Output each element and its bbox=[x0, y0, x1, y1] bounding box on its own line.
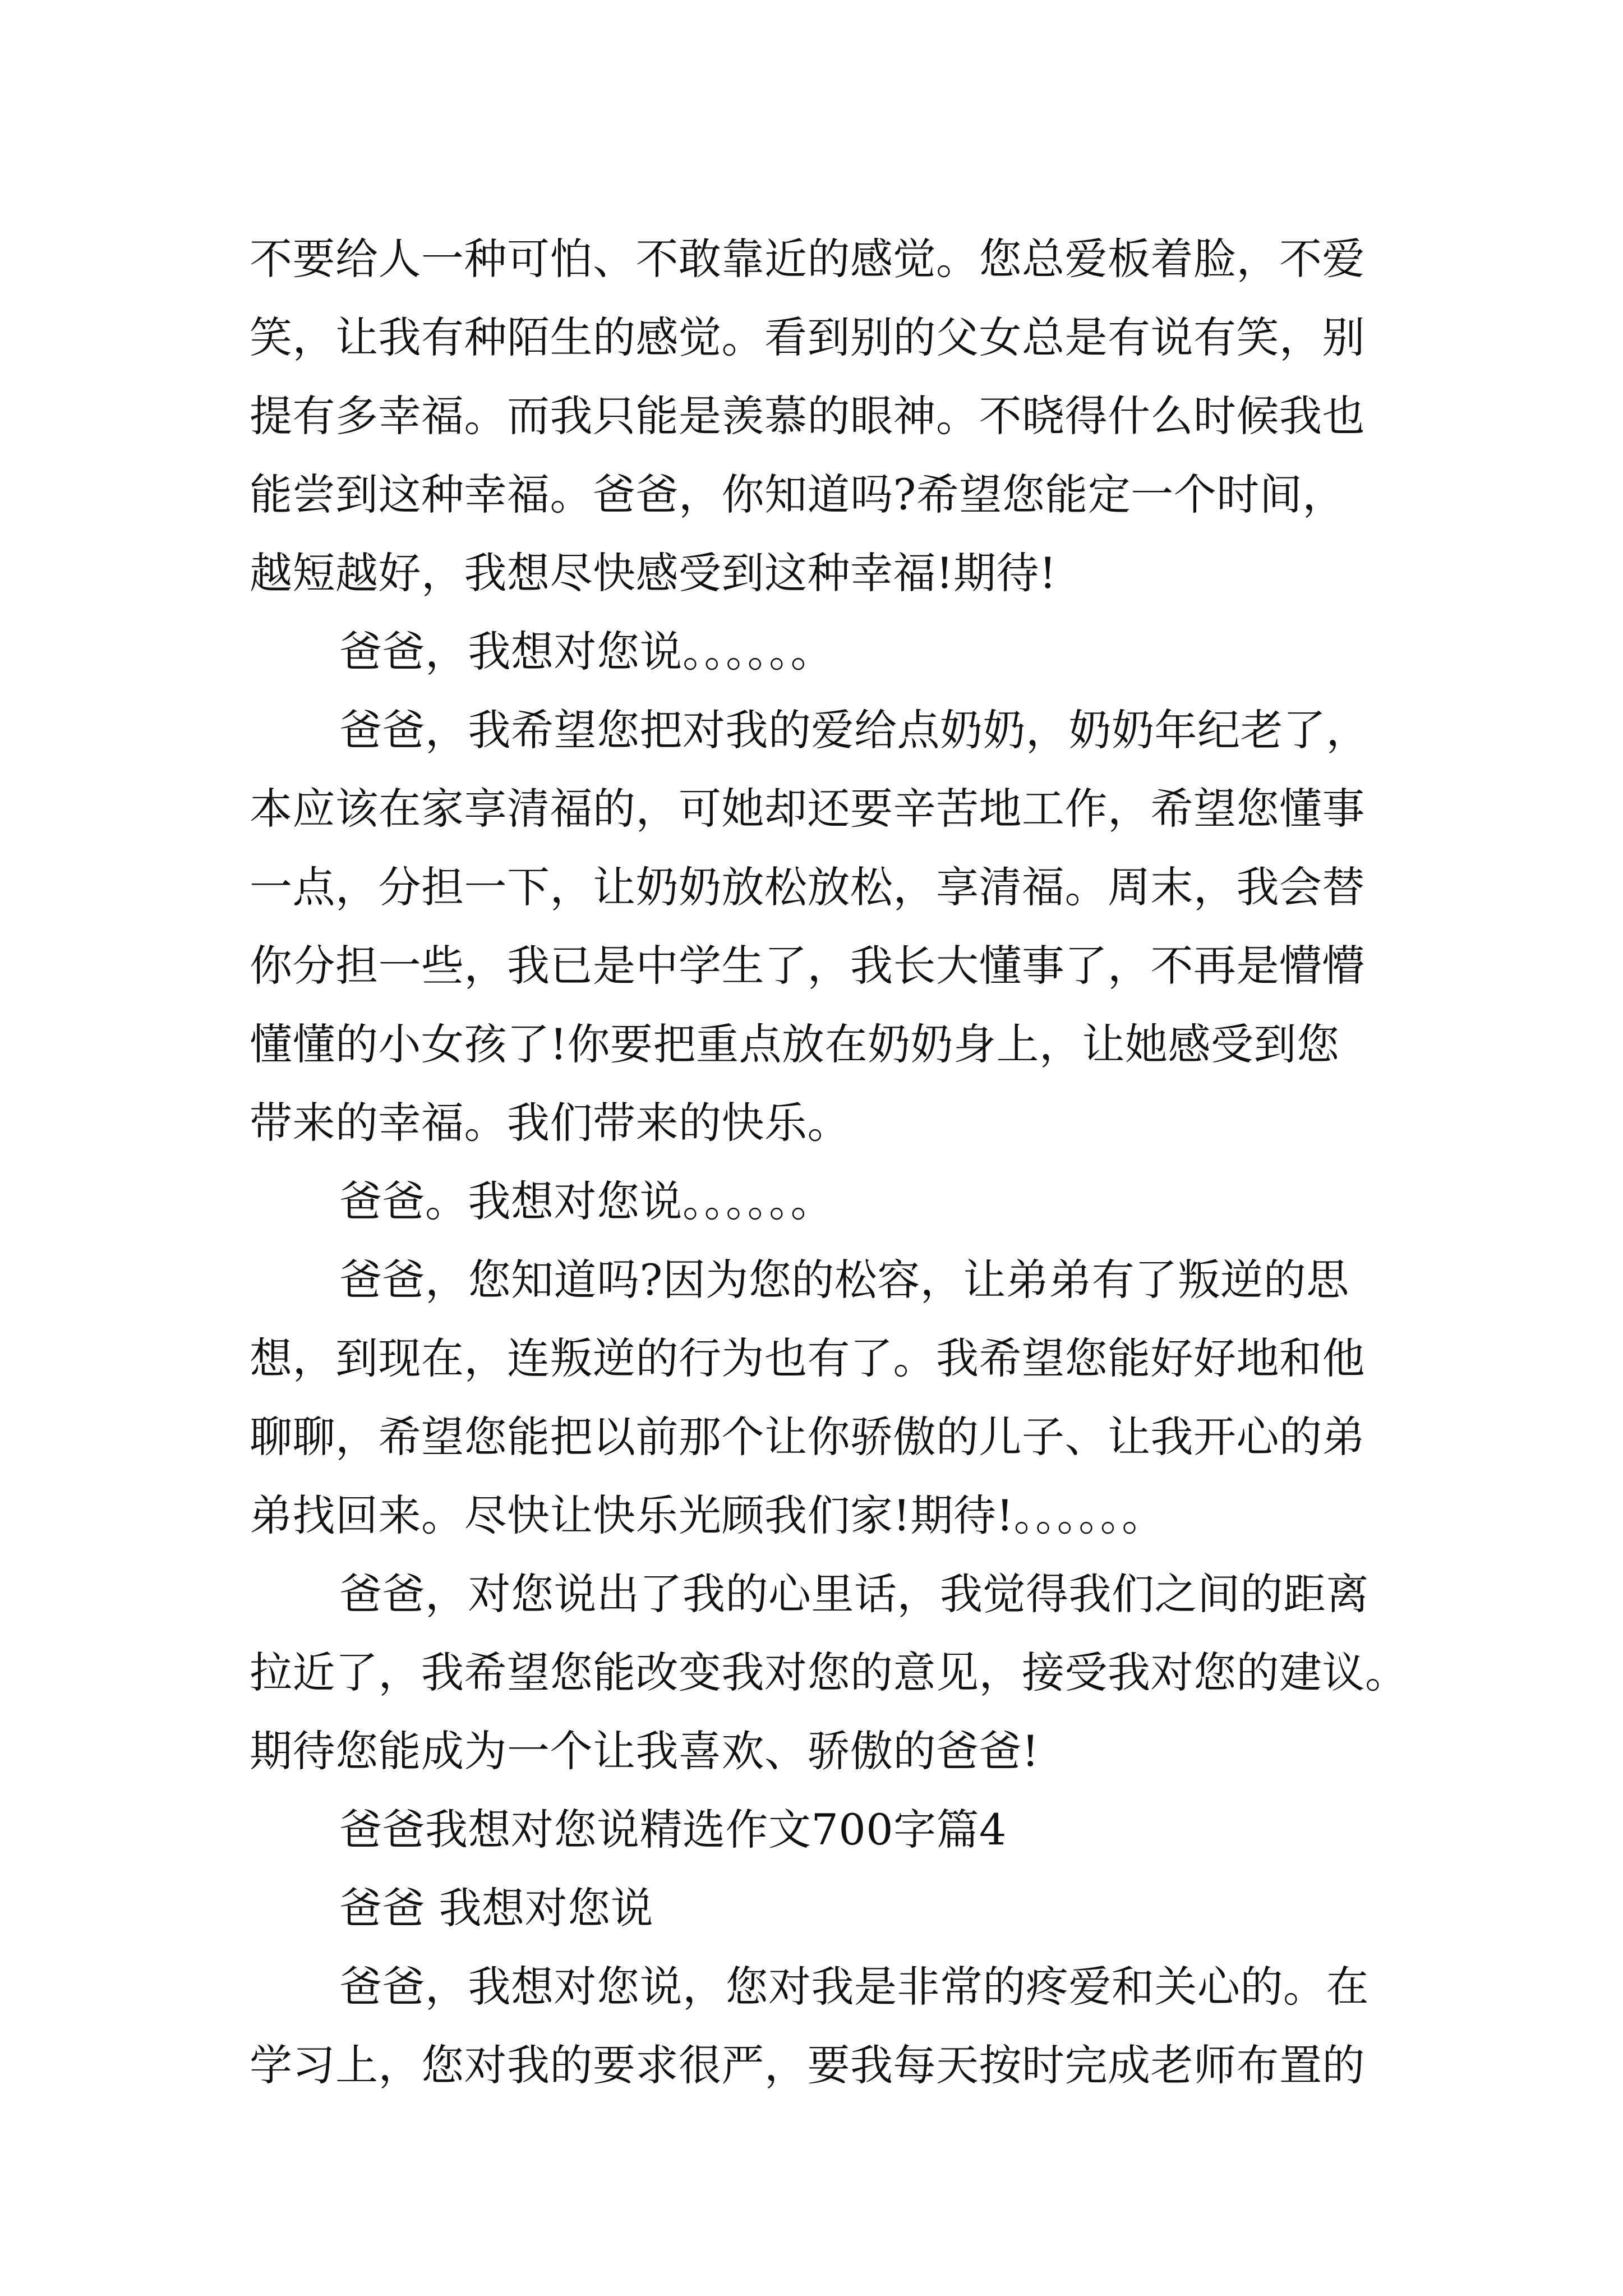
document-body bbox=[250, 220, 1408, 2105]
text-line: 本应该在家享清福的，可她却还要辛苦地工作，希望您懂事 bbox=[250, 784, 1365, 834]
text-line: 爸爸，我想对您说，您对我是非常的疼爱和关心的。在 bbox=[339, 1962, 1369, 2012]
text-line: 爸爸，我希望您把对我的爱给点奶奶，奶奶年纪老了， bbox=[339, 705, 1369, 755]
text-line: 懂懂的小女孩了!你要把重点放在奶奶身上，让她感受到您 bbox=[250, 1019, 1340, 1069]
text-line: 爸爸。我想对您说。。。。。。 bbox=[339, 1176, 833, 1226]
text-line: 带来的幸福。我们带来的快乐。 bbox=[250, 1098, 850, 1148]
text-line: 爸爸，您知道吗?因为您的松容，让弟弟有了叛逆的思 bbox=[339, 1255, 1349, 1305]
text-line: 一点，分担一下，让奶奶放松放松，享清福。周末，我会替 bbox=[250, 862, 1365, 912]
text-line: 弟找回来。尽快让快乐光顾我们家!期待!。。。。。。 bbox=[250, 1490, 1165, 1540]
text-line: 越短越好，我想尽快感受到这种幸福!期待! bbox=[250, 548, 1057, 598]
text-line: 想，到现在，连叛逆的行为也有了。我希望您能好好地和他 bbox=[250, 1333, 1365, 1383]
text-line: 爸爸，我想对您说。。。。。。 bbox=[339, 627, 833, 677]
text-line: 提有多幸福。而我只能是羡慕的眼神。不晓得什么时候我也 bbox=[250, 391, 1365, 441]
text-line: 不要给人一种可怕、不敢靠近的感觉。您总爱板着脸，不爱 bbox=[250, 234, 1365, 284]
text-line: 聊聊，希望您能把以前那个让你骄傲的儿子、让我开心的弟 bbox=[250, 1412, 1365, 1462]
text-line: 笑，让我有种陌生的感觉。看到别的父女总是有说有笑，别 bbox=[250, 312, 1365, 362]
text-line: 爸爸，对您说出了我的心里话，我觉得我们之间的距离 bbox=[339, 1569, 1369, 1619]
section-heading: 爸爸我想对您说精选作文700字篇4 bbox=[339, 1805, 1007, 1855]
text-line: 能尝到这种幸福。爸爸，你知道吗?希望您能定一个时间， bbox=[250, 470, 1345, 519]
essay-title: 爸爸 我想对您说 bbox=[339, 1883, 654, 1933]
text-line: 你分担一些，我已是中学生了，我长大懂事了，不再是懵懵 bbox=[250, 941, 1365, 991]
text-line: 期待您能成为一个让我喜欢、骄傲的爸爸! bbox=[250, 1726, 1040, 1776]
text-line: 拉近了，我希望您能改变我对您的意见，接受我对您的建议。 bbox=[250, 1648, 1408, 1697]
text-line: 学习上，您对我的要求很严，要我每天按时完成老师布置的 bbox=[250, 2040, 1365, 2090]
